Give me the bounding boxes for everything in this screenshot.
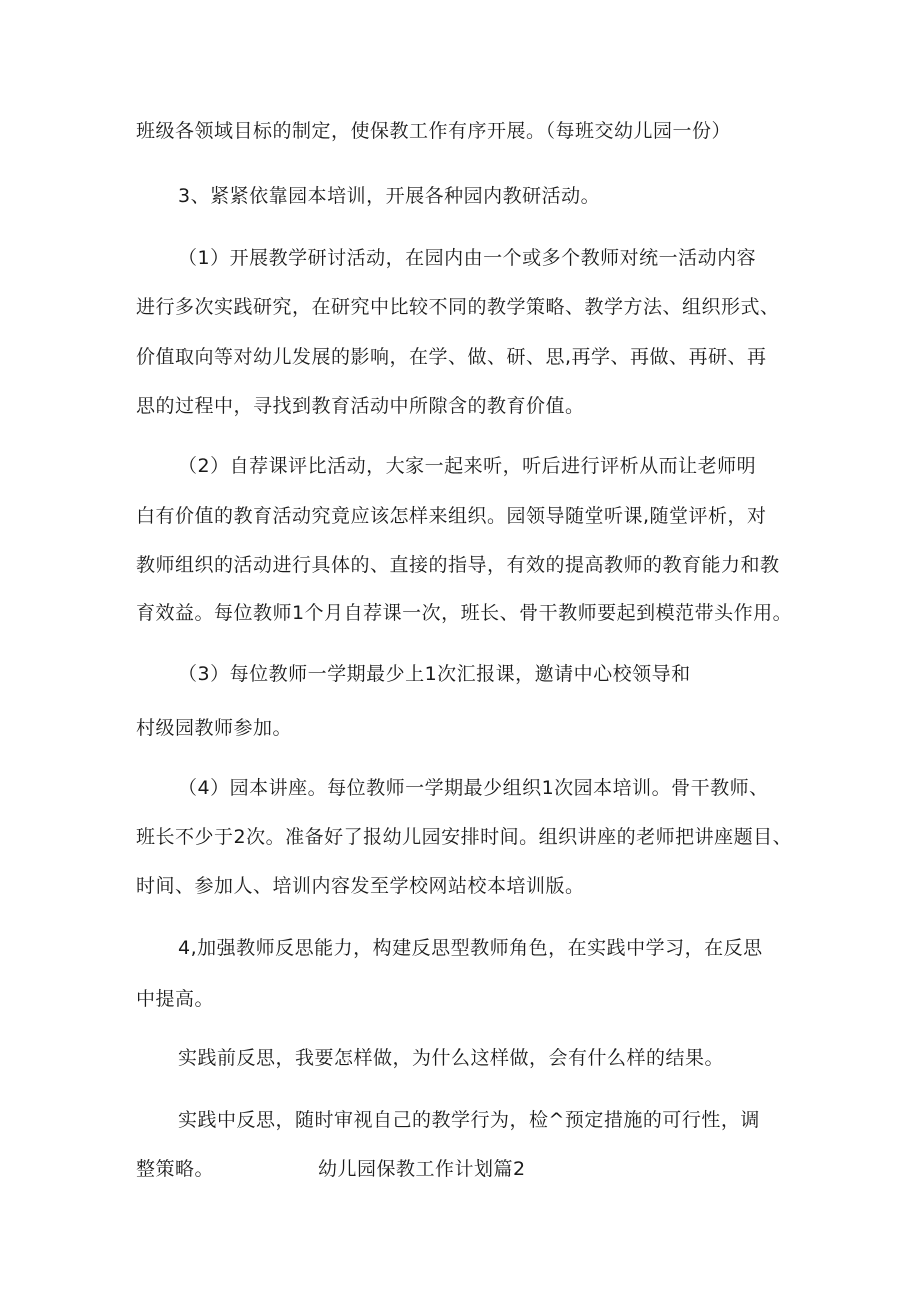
text-line-3: （1）开展教学研讨活动，在园内由一个或多个教师对统一活动内容 — [178, 247, 757, 269]
text-line-12: 村级园教师参加。 — [136, 717, 293, 739]
text-line-20 — [136, 1155, 526, 1183]
text-line-7: （2）自荐课评比活动，大家一起来听，听后进行评析从而让老师明 — [178, 455, 757, 477]
text-line-16: 4,加强教师反思能力，构建反思型教师角色，在实践中学习，在反思 — [178, 937, 763, 959]
text-line-9: 教师组织的活动进行具体的、直接的指导，有效的提高教师的教育能力和教 — [136, 554, 780, 576]
text-line-13: （4）园本讲座。每位教师一学期最少组织1次园本培训。骨干教师、 — [178, 777, 769, 799]
text-line-2: 3、紧紧依靠园本培训，开展各种园内教研活动。 — [178, 185, 601, 207]
text-line-19: 实践中反思，随时审视自己的教学行为，检^预定措施的可行性，调 — [178, 1109, 760, 1131]
text-line-6: 思的过程中，寻找到教育活动中所隙含的教育价值。 — [136, 395, 585, 417]
text-line-18: 实践前反思，我要怎样做，为什么这样做，会有什么样的结果。 — [178, 1047, 725, 1069]
section-heading: 幼儿园保教工作计划篇2 — [318, 1158, 526, 1180]
text-line-8: 白有价值的教育活动究竟应该怎样来组织。园领导随堂听课,随堂评析，对 — [136, 505, 767, 527]
text-line-10: 育效益。每位教师1个月自荐课一次，班长、骨干教师要起到模范带头作用。 — [136, 602, 793, 624]
text-line-11: （3）每位教师一学期最少上1次汇报课，邀请中心校领导和 — [178, 663, 691, 685]
text-line-1: 班级各领域目标的制定，使保教工作有序开展。（每班交幼儿园一份） — [136, 120, 732, 142]
text-line-14: 班长不少于2次。准备好了报幼儿园安排时间。组织讲座的老师把讲座题目、 — [136, 826, 793, 848]
text-line-17: 中提高。 — [136, 988, 215, 1010]
text-line-15: 时间、参加人、培训内容发至学校网站校本培训版。 — [136, 875, 585, 897]
text-line-20-text: 整策略。 — [136, 1158, 215, 1180]
text-line-4: 进行多次实践研究，在研究中比较不同的教学策略、教学方法、组织形式、 — [136, 296, 780, 318]
text-line-5: 价值取向等对幼儿发展的影响，在学、做、研、思,再学、再做、再研、再 — [136, 346, 767, 368]
